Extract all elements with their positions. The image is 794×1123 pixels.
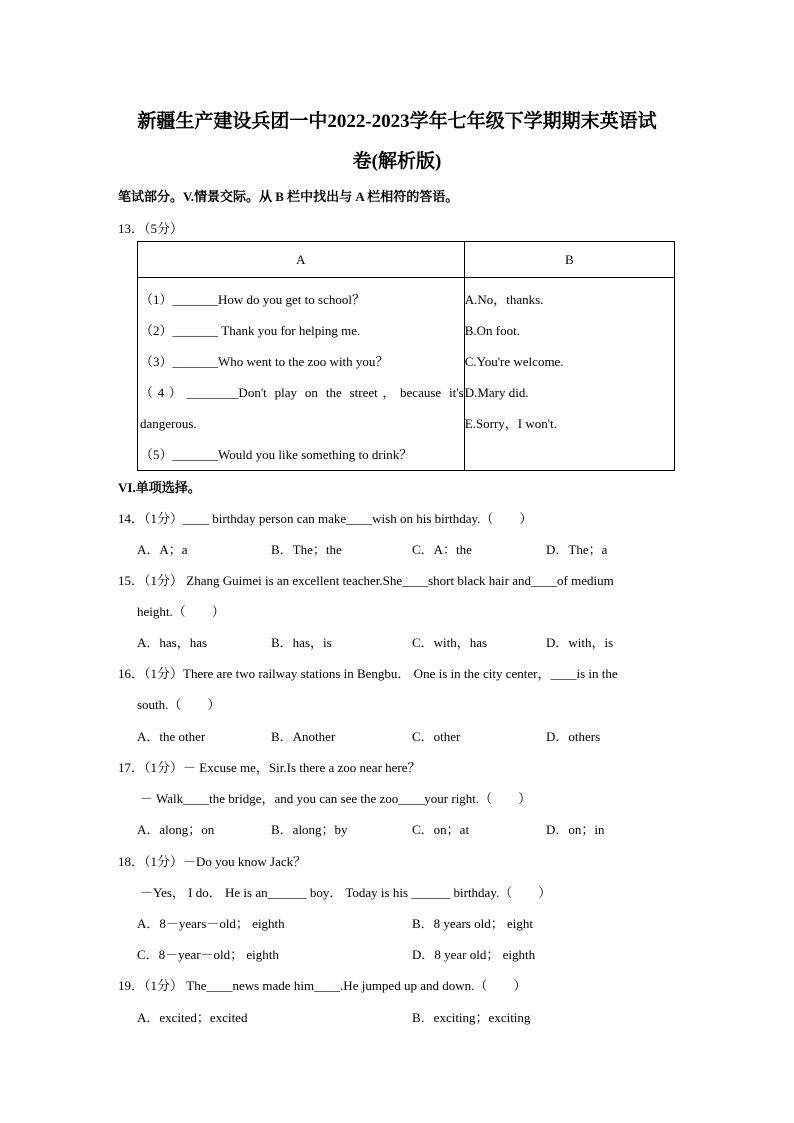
q18-option-d[interactable]: D．8 year old； eighth	[412, 947, 536, 962]
q15-option-b[interactable]: B．has，is	[271, 635, 332, 650]
q14-option-b[interactable]: B．The；the	[271, 542, 342, 557]
column-b-header: B	[464, 242, 674, 278]
column-a-header: A	[138, 242, 465, 278]
q14-option-a[interactable]: A．A；a	[137, 542, 188, 557]
q14-option-c[interactable]: C．A：the	[412, 542, 472, 557]
document-title-line-2: 卷(解析版)	[352, 151, 442, 172]
column-b-items	[464, 278, 674, 471]
q16-option-d[interactable]: D．others	[546, 729, 601, 744]
question-15-stem-continued: height.（ ）	[137, 604, 225, 619]
section-vi-heading: VI.单项选择。	[118, 480, 201, 495]
q16-option-c[interactable]: C．other	[412, 729, 461, 744]
q18-option-b[interactable]: B．8 years old； eight	[412, 916, 533, 931]
q15-option-a[interactable]: A．has，has	[137, 635, 208, 650]
question-14-stem: 14．（1分）____ birthday person can make____wish on his birthday.（ ）	[118, 511, 533, 526]
a-item-4: （4）________Don't play on the street，because it's	[140, 385, 464, 400]
q18-option-a[interactable]: A．8－years－old； eighth	[137, 916, 285, 931]
b-item-b: B.On foot.	[464, 323, 520, 338]
question-16-stem: 16．（1分）There are two railway stations in Bengbu． One is in the city center，____is in the	[118, 666, 618, 681]
a-item-2: （2）_______ Thank you for helping me.	[140, 323, 361, 338]
question-18-stem: 18．（1分）－Do you know Jack？	[118, 854, 307, 869]
column-a-items	[138, 278, 465, 471]
a-item-3: （3）_______Who went to the zoo with you？	[140, 354, 389, 369]
q17-option-d[interactable]: D．on；in	[546, 822, 605, 837]
matching-table	[137, 241, 675, 471]
b-item-c: C.You're welcome.	[464, 354, 564, 369]
q19-option-b[interactable]: B．exciting；exciting	[412, 1010, 531, 1025]
q19-option-a[interactable]: A．excited；excited	[137, 1010, 248, 1025]
q15-option-d[interactable]: D．with，is	[546, 635, 614, 650]
question-15-stem: 15．（1分） Zhang Guimei is an excellent teacher.She____short black hair and____of medium	[118, 573, 614, 588]
q17-option-c[interactable]: C．on；at	[412, 822, 470, 837]
question-13-head: 13．（5分）	[118, 221, 184, 236]
question-17-stem: 17．（1分）－ Excuse me，Sir.Is there a zoo near here？	[118, 760, 421, 775]
question-18-stem-continued: －Yes， I do． He is an______ boy． Today is his ______ birthday.（ ）	[140, 885, 552, 900]
b-item-d: D.Mary did.	[464, 385, 529, 400]
q14-option-d[interactable]: D．The；a	[546, 542, 608, 557]
section-v-heading: 笔试部分。V.情景交际。从 B 栏中找出与 A 栏相符的答语。	[118, 189, 459, 204]
q17-option-b[interactable]: B．along；by	[271, 822, 348, 837]
b-item-a: A.No，thanks.	[464, 292, 544, 307]
a-item-5: （5）_______Would you like something to drink？	[140, 447, 413, 462]
document-title-line-1: 新疆生产建设兵团一中2022-2023学年七年级下学期期末英语试	[137, 111, 657, 132]
question-19-stem: 19．（1分） The____news made him____.He jumped up and down.（ ）	[118, 978, 527, 993]
a-item-1: （1）_______How do you get to school？	[140, 292, 365, 307]
q16-option-b[interactable]: B．Another	[271, 729, 336, 744]
a-item-4-continued: dangerous.	[140, 416, 197, 431]
b-item-e: E.Sorry，I won't.	[464, 416, 557, 431]
q17-option-a[interactable]: A．along；on	[137, 822, 215, 837]
question-17-stem-continued: － Walk____the bridge，and you can see the zoo____your right.（ ）	[140, 791, 532, 806]
q18-option-c[interactable]: C．8－year－old； eighth	[137, 947, 279, 962]
question-16-stem-continued: south.（ ）	[137, 697, 221, 712]
q16-option-a[interactable]: A．the other	[137, 729, 206, 744]
q15-option-c[interactable]: C．with，has	[412, 635, 488, 650]
